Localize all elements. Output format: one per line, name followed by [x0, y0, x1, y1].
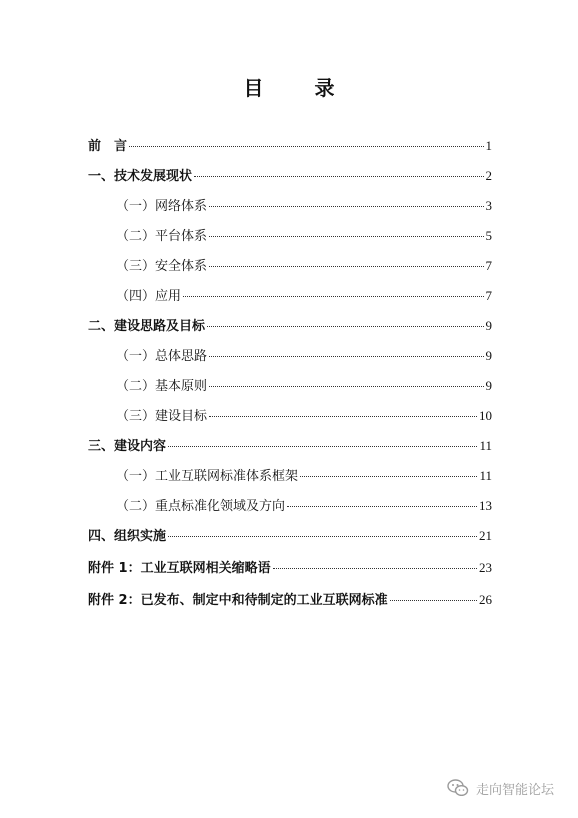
toc-entry-label: （二）重点标准化领域及方向: [116, 499, 286, 514]
toc-page-number: 7: [485, 258, 492, 273]
toc-page-number: 13: [479, 498, 492, 513]
toc-entry-label: （三）建设目标: [116, 409, 208, 424]
toc-page-number: 2: [485, 168, 492, 183]
toc-entry-section-3[interactable]: [88, 436, 492, 456]
dot-leader: [209, 206, 483, 207]
toc-entry-label: （四）应用: [116, 289, 182, 304]
dot-leader: [194, 176, 483, 177]
toc-entry-section-2[interactable]: [88, 316, 492, 336]
dot-leader: [183, 296, 483, 297]
toc-page-number: 9: [485, 318, 492, 333]
toc-entry-label: （二）平台体系: [116, 229, 208, 244]
toc-page-number: 5: [485, 228, 492, 243]
dot-leader: [390, 600, 477, 601]
toc-entry-label: 三、建设内容: [88, 439, 167, 454]
toc-entry-label: 四、组织实施: [88, 529, 167, 544]
toc-page-number: 11: [479, 468, 492, 483]
toc-entry-label: 二、建设思路及目标: [88, 319, 206, 334]
toc-entry-appendix-2[interactable]: [88, 590, 492, 610]
dot-leader: [209, 236, 483, 237]
toc-entry-label: 附件 2：已发布、制定中和待制定的工业互联网标准: [88, 593, 388, 608]
toc-entry-section-3-1[interactable]: [116, 466, 492, 486]
toc-page-number: 11: [479, 438, 492, 453]
dot-leader: [209, 416, 477, 417]
toc-entry-appendix-1[interactable]: [88, 558, 492, 578]
toc-page-number: 26: [479, 592, 492, 607]
toc-entry-label: （一）工业互联网标准体系框架: [116, 469, 299, 484]
toc-entry-section-1-2[interactable]: [116, 226, 492, 246]
toc-entry-label: （三）安全体系: [116, 259, 208, 274]
toc-entry-section-3-2[interactable]: [116, 496, 492, 516]
dot-leader: [273, 568, 477, 569]
dot-leader: [168, 446, 477, 447]
toc-entry-section-1-4[interactable]: [116, 286, 492, 306]
toc-entry-section-1-3[interactable]: [116, 256, 492, 276]
dot-leader: [209, 356, 483, 357]
dot-leader: [207, 326, 483, 327]
dot-leader: [300, 476, 477, 477]
toc-entry-label: （一）总体思路: [116, 349, 208, 364]
dot-leader: [129, 146, 483, 147]
toc-entry-section-2-2[interactable]: [116, 376, 492, 396]
toc-page-number: 9: [485, 348, 492, 363]
toc-entry-label: 一、技术发展现状: [88, 169, 193, 184]
toc-entry-preface[interactable]: [88, 136, 492, 156]
toc-entry-label: 附件 1：工业互联网相关缩略语: [88, 561, 271, 576]
dot-leader: [209, 386, 483, 387]
toc-entry-label: （一）网络体系: [116, 199, 208, 214]
toc-page-number: 21: [479, 528, 492, 543]
toc-entry-label: 前 言: [88, 139, 128, 154]
dot-leader: [209, 266, 483, 267]
toc-page-number: 10: [479, 408, 492, 423]
toc-page-number: 7: [485, 288, 492, 303]
dot-leader: [168, 536, 477, 537]
toc-entry-section-4[interactable]: [88, 526, 492, 546]
page-title: 目 录: [243, 76, 357, 100]
wechat-icon: [446, 776, 470, 800]
toc-entry-section-1-1[interactable]: [116, 196, 492, 216]
toc-page-number: 1: [485, 138, 492, 153]
toc-page-number: 3: [485, 198, 492, 213]
toc-entry-section-1[interactable]: [88, 166, 492, 186]
toc-entry-section-2-1[interactable]: [116, 346, 492, 366]
toc-page-number: 9: [485, 378, 492, 393]
watermark-text: 走向智能论坛: [476, 782, 555, 798]
watermark: [446, 776, 570, 800]
toc-page-number: 23: [479, 560, 492, 575]
toc-entry-section-2-3[interactable]: [116, 406, 492, 426]
toc-entry-label: （二）基本原则: [116, 379, 208, 394]
dot-leader: [287, 506, 477, 507]
